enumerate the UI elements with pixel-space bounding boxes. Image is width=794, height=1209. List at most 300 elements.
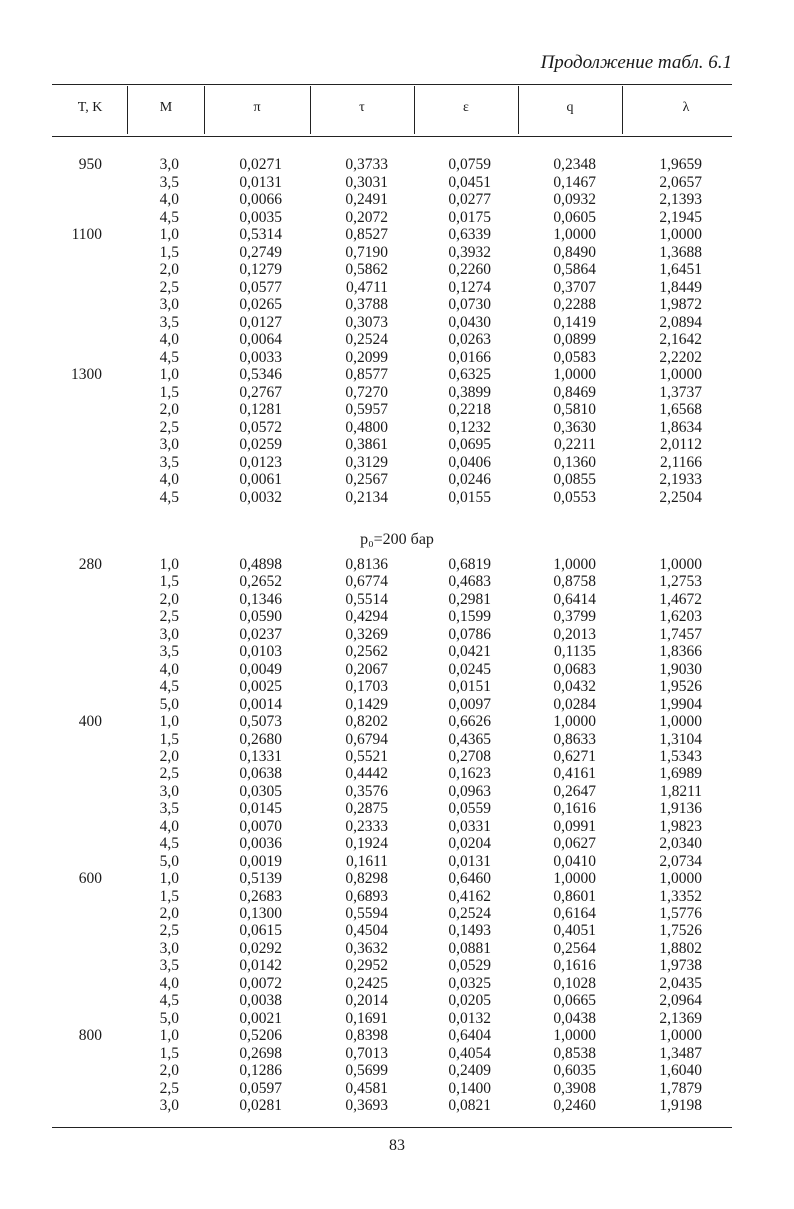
table-row: [0, 191, 794, 209]
cell-epsilon: 0,0963: [448, 782, 491, 800]
cell-q: 0,0855: [553, 471, 596, 488]
cell-lambda: 1,9526: [659, 678, 702, 696]
cell-pi: 0,0033: [239, 348, 282, 366]
cell-tau: 0,5514: [345, 590, 388, 608]
table-row: [0, 1080, 794, 1098]
cell-q: 0,0932: [553, 191, 596, 208]
cell-epsilon: 0,0430: [448, 313, 491, 331]
cell-q: 0,1360: [553, 453, 596, 471]
cell-pi: 0,0572: [239, 418, 282, 436]
cell-epsilon: 0,2524: [448, 905, 491, 922]
cell-mach: 2,5: [159, 278, 179, 296]
cell-mach: 4,0: [159, 660, 179, 678]
cell-q: 0,1028: [553, 974, 596, 992]
cell-tau: 0,2875: [345, 800, 388, 818]
pressure-subheading: p₀=200 бар: [360, 531, 434, 548]
cell-pi: 0,0577: [239, 278, 282, 296]
cell-epsilon: 0,0155: [448, 488, 491, 506]
table-row: [0, 156, 794, 174]
cell-tau: 0,8202: [345, 713, 388, 731]
cell-tau: 0,8527: [345, 226, 388, 243]
cell-q: 0,2288: [553, 296, 596, 313]
cell-pi: 0,0066: [239, 191, 282, 208]
cell-lambda: 1,6989: [659, 765, 702, 783]
cell-q: 0,0991: [553, 817, 596, 835]
cell-mach: 1,5: [159, 887, 179, 905]
table-row: [0, 244, 794, 262]
cell-q: 0,0665: [553, 992, 596, 1010]
cell-lambda: 1,7457: [659, 625, 702, 643]
cell-mach: 4,5: [159, 992, 179, 1010]
column-divider: [622, 86, 623, 134]
table-row: [0, 661, 794, 679]
cell-mach: 4,5: [159, 678, 179, 696]
cell-tau: 0,5862: [345, 261, 388, 278]
cell-mach: 1,5: [159, 243, 179, 261]
cell-pi: 0,2683: [239, 887, 282, 905]
table-row: [0, 349, 794, 367]
cell-mach: 4,0: [159, 331, 179, 348]
cell-tau: 0,2099: [345, 348, 388, 366]
table-row: [0, 366, 794, 384]
cell-pi: 0,5314: [239, 226, 282, 243]
table-row: [0, 1045, 794, 1063]
table-row: [0, 678, 794, 696]
cell-q: 0,1467: [553, 173, 596, 191]
cell-pi: 0,1331: [239, 747, 282, 765]
cell-tau: 0,1691: [345, 1009, 388, 1027]
cell-q: 0,8538: [553, 1044, 596, 1062]
header-tau: τ: [359, 100, 365, 115]
cell-lambda: 1,2753: [659, 573, 702, 591]
cell-lambda: 1,8211: [659, 782, 702, 800]
cell-q: 0,2647: [553, 782, 596, 800]
cell-pi: 0,2652: [239, 573, 282, 591]
cell-epsilon: 0,6626: [448, 713, 491, 731]
cell-pi: 0,5073: [239, 713, 282, 731]
cell-epsilon: 0,2981: [448, 590, 491, 608]
cell-q: 0,0899: [553, 331, 596, 348]
cell-q: 0,3707: [553, 278, 596, 296]
cell-q: 0,4161: [553, 765, 596, 783]
cell-mach: 2,0: [159, 590, 179, 608]
cell-tau: 0,5699: [345, 1062, 388, 1080]
table-row: [0, 853, 794, 871]
cell-tau: 0,2562: [345, 643, 388, 661]
cell-mach: 5,0: [159, 852, 179, 870]
cell-epsilon: 0,1493: [448, 922, 491, 940]
cell-pi: 0,0035: [239, 208, 282, 226]
cell-mach: 1,0: [159, 366, 179, 383]
table-row: [0, 713, 794, 731]
cell-tau: 0,2524: [345, 331, 388, 348]
table-row: [0, 209, 794, 227]
cell-tau: 0,2072: [345, 208, 388, 226]
cell-pi: 0,1346: [239, 590, 282, 608]
cell-mach: 2,0: [159, 905, 179, 922]
cell-epsilon: 0,4365: [448, 730, 491, 748]
cell-lambda: 1,8366: [659, 643, 702, 661]
cell-mach: 5,0: [159, 695, 179, 713]
cell-epsilon: 0,1274: [448, 278, 491, 296]
cell-tau: 0,2333: [345, 817, 388, 835]
cell-lambda: 2,0657: [659, 173, 702, 191]
cell-q: 0,0410: [553, 852, 596, 870]
cell-lambda: 1,3737: [659, 383, 702, 401]
header-bottom-rule: [52, 136, 732, 137]
table-row: [0, 818, 794, 836]
cell-tau: 0,6893: [345, 887, 388, 905]
table-row: [0, 888, 794, 906]
cell-epsilon: 0,0529: [448, 957, 491, 975]
cell-q: 0,2460: [553, 1096, 596, 1114]
cell-pi: 0,0014: [239, 695, 282, 713]
table-top-rule: [52, 84, 732, 85]
cell-pi: 0,0145: [239, 800, 282, 818]
column-divider: [414, 86, 415, 134]
cell-epsilon: 0,0759: [448, 156, 491, 173]
header-temperature: T, K: [77, 100, 103, 115]
cell-pi: 0,0271: [239, 156, 282, 173]
table-row: [0, 957, 794, 975]
cell-mach: 1,0: [159, 713, 179, 731]
cell-epsilon: 0,6339: [448, 226, 491, 243]
cell-mach: 2,5: [159, 765, 179, 783]
cell-tau: 0,2952: [345, 957, 388, 975]
cell-tau: 0,7190: [345, 243, 388, 261]
cell-mach: 4,0: [159, 974, 179, 992]
cell-epsilon: 0,0246: [448, 471, 491, 488]
cell-epsilon: 0,6460: [448, 870, 491, 888]
header-lambda: λ: [682, 100, 690, 115]
cell-tau: 0,3632: [345, 939, 388, 957]
cell-lambda: 2,1393: [659, 191, 702, 208]
cell-epsilon: 0,0881: [448, 939, 491, 957]
cell-epsilon: 0,1623: [448, 765, 491, 783]
cell-lambda: 1,0000: [659, 366, 702, 383]
cell-pi: 0,0131: [239, 173, 282, 191]
cell-q: 0,3799: [553, 608, 596, 626]
cell-temperature: 1100: [71, 226, 102, 243]
table-row: [0, 556, 794, 574]
cell-lambda: 1,3487: [659, 1044, 702, 1062]
cell-pi: 0,0049: [239, 660, 282, 678]
cell-mach: 3,5: [159, 453, 179, 471]
cell-q: 0,8469: [553, 383, 596, 401]
cell-tau: 0,2567: [345, 471, 388, 488]
cell-pi: 0,1300: [239, 905, 282, 922]
cell-q: 0,8633: [553, 730, 596, 748]
cell-pi: 0,0142: [239, 957, 282, 975]
table-row: [0, 436, 794, 454]
cell-mach: 4,5: [159, 348, 179, 366]
cell-pi: 0,5139: [239, 870, 282, 888]
cell-tau: 0,3576: [345, 782, 388, 800]
cell-epsilon: 0,1400: [448, 1079, 491, 1097]
cell-lambda: 2,1642: [659, 331, 702, 348]
cell-epsilon: 0,0204: [448, 835, 491, 853]
cell-q: 0,1616: [553, 800, 596, 818]
cell-q: 0,3908: [553, 1079, 596, 1097]
cell-q: 0,0583: [553, 348, 596, 366]
cell-pi: 0,4898: [239, 556, 282, 573]
cell-mach: 2,0: [159, 1062, 179, 1080]
cell-mach: 1,5: [159, 730, 179, 748]
cell-lambda: 2,0894: [659, 313, 702, 331]
cell-temperature: 280: [78, 556, 102, 573]
cell-lambda: 1,6568: [659, 401, 702, 418]
cell-lambda: 2,1166: [659, 453, 702, 471]
cell-mach: 3,0: [159, 782, 179, 800]
cell-tau: 0,2067: [345, 660, 388, 678]
cell-lambda: 2,0435: [659, 974, 702, 992]
cell-mach: 2,0: [159, 747, 179, 765]
table-row: [0, 314, 794, 332]
cell-mach: 4,5: [159, 488, 179, 506]
cell-epsilon: 0,0205: [448, 992, 491, 1010]
cell-lambda: 1,7879: [659, 1079, 702, 1097]
cell-epsilon: 0,0245: [448, 660, 491, 678]
cell-lambda: 1,4672: [659, 590, 702, 608]
cell-pi: 0,2767: [239, 383, 282, 401]
cell-mach: 1,5: [159, 383, 179, 401]
cell-q: 0,1616: [553, 957, 596, 975]
table-row: [0, 922, 794, 940]
table-row: [0, 975, 794, 993]
cell-q: 0,8490: [553, 243, 596, 261]
cell-temperature: 600: [78, 870, 102, 888]
cell-q: 0,0438: [553, 1009, 596, 1027]
cell-pi: 0,0259: [239, 436, 282, 453]
cell-epsilon: 0,0175: [448, 208, 491, 226]
cell-q: 0,0683: [553, 660, 596, 678]
cell-pi: 0,0305: [239, 782, 282, 800]
table-row: [0, 696, 794, 714]
cell-lambda: 2,0964: [659, 992, 702, 1010]
cell-mach: 2,5: [159, 418, 179, 436]
table-row: [0, 800, 794, 818]
cell-q: 0,4051: [553, 922, 596, 940]
cell-mach: 3,0: [159, 625, 179, 643]
table-row: [0, 765, 794, 783]
cell-lambda: 1,3352: [659, 887, 702, 905]
cell-mach: 2,0: [159, 401, 179, 418]
cell-tau: 0,3788: [345, 296, 388, 313]
table-row: [0, 384, 794, 402]
cell-epsilon: 0,0151: [448, 678, 491, 696]
cell-q: 0,1135: [553, 643, 596, 661]
cell-mach: 3,5: [159, 957, 179, 975]
cell-mach: 3,0: [159, 296, 179, 313]
cell-mach: 2,5: [159, 1079, 179, 1097]
cell-epsilon: 0,4054: [448, 1044, 491, 1062]
cell-pi: 0,0021: [239, 1009, 282, 1027]
cell-pi: 0,1279: [239, 261, 282, 278]
cell-epsilon: 0,0451: [448, 173, 491, 191]
cell-tau: 0,4442: [345, 765, 388, 783]
cell-q: 0,1419: [553, 313, 596, 331]
cell-tau: 0,4294: [345, 608, 388, 626]
cell-mach: 1,0: [159, 870, 179, 888]
cell-lambda: 1,7526: [659, 922, 702, 940]
cell-tau: 0,2134: [345, 488, 388, 506]
cell-tau: 0,4504: [345, 922, 388, 940]
cell-lambda: 1,0000: [659, 556, 702, 573]
column-divider: [310, 86, 311, 134]
cell-temperature: 400: [78, 713, 102, 731]
table-row: [0, 905, 794, 923]
cell-pi: 0,1286: [239, 1062, 282, 1080]
cell-q: 0,6414: [553, 590, 596, 608]
cell-mach: 1,0: [159, 556, 179, 573]
cell-epsilon: 0,2260: [448, 261, 491, 278]
cell-lambda: 2,0340: [659, 835, 702, 853]
table-row: [0, 731, 794, 749]
cell-mach: 4,0: [159, 471, 179, 488]
cell-q: 0,8758: [553, 573, 596, 591]
cell-tau: 0,5521: [345, 747, 388, 765]
table-row: [0, 573, 794, 591]
cell-q: 0,0553: [553, 488, 596, 506]
table-row: [0, 608, 794, 626]
cell-epsilon: 0,4162: [448, 887, 491, 905]
cell-tau: 0,1611: [345, 852, 388, 870]
cell-tau: 0,3073: [345, 313, 388, 331]
cell-q: 0,8601: [553, 887, 596, 905]
cell-tau: 0,8577: [345, 366, 388, 383]
table-row: [0, 1010, 794, 1028]
cell-lambda: 2,2202: [659, 348, 702, 366]
cell-pi: 0,0064: [239, 331, 282, 348]
cell-pi: 0,0019: [239, 852, 282, 870]
cell-tau: 0,2425: [345, 974, 388, 992]
cell-lambda: 1,6451: [659, 261, 702, 278]
column-divider: [518, 86, 519, 134]
table-row: [0, 835, 794, 853]
header-pi: π: [253, 100, 261, 115]
cell-epsilon: 0,0421: [448, 643, 491, 661]
cell-q: 1,0000: [553, 366, 596, 383]
cell-mach: 1,5: [159, 1044, 179, 1062]
cell-pi: 0,0072: [239, 974, 282, 992]
cell-epsilon: 0,0730: [448, 296, 491, 313]
cell-lambda: 2,1933: [659, 471, 702, 488]
cell-lambda: 1,8802: [659, 939, 702, 957]
cell-tau: 0,7270: [345, 383, 388, 401]
cell-tau: 0,3031: [345, 173, 388, 191]
table-row: [0, 783, 794, 801]
cell-epsilon: 0,2218: [448, 401, 491, 418]
cell-pi: 0,0127: [239, 313, 282, 331]
cell-q: 0,2211: [553, 436, 596, 453]
cell-lambda: 1,6040: [659, 1062, 702, 1080]
cell-q: 0,3630: [553, 418, 596, 436]
cell-lambda: 1,0000: [659, 713, 702, 731]
cell-epsilon: 0,1232: [448, 418, 491, 436]
cell-epsilon: 0,3899: [448, 383, 491, 401]
cell-mach: 2,5: [159, 608, 179, 626]
cell-tau: 0,7013: [345, 1044, 388, 1062]
cell-lambda: 1,8634: [659, 418, 702, 436]
table-row: [0, 626, 794, 644]
header-q: q: [566, 100, 574, 115]
table-row: [0, 419, 794, 437]
cell-lambda: 1,3688: [659, 243, 702, 261]
cell-lambda: 1,9030: [659, 660, 702, 678]
cell-pi: 0,2680: [239, 730, 282, 748]
cell-mach: 3,0: [159, 436, 179, 453]
table-bottom-rule: [52, 1127, 732, 1128]
cell-epsilon: 0,0406: [448, 453, 491, 471]
cell-epsilon: 0,0786: [448, 625, 491, 643]
cell-tau: 0,1703: [345, 678, 388, 696]
cell-q: 0,2348: [553, 156, 596, 173]
cell-q: 1,0000: [553, 1027, 596, 1045]
table-row: [0, 1097, 794, 1115]
cell-lambda: 1,9823: [659, 817, 702, 835]
table-row: [0, 940, 794, 958]
cell-tau: 0,2014: [345, 992, 388, 1010]
cell-lambda: 1,9659: [659, 156, 702, 173]
cell-lambda: 1,9198: [659, 1096, 702, 1114]
cell-pi: 0,0123: [239, 453, 282, 471]
cell-q: 0,0627: [553, 835, 596, 853]
cell-tau: 0,5957: [345, 401, 388, 418]
cell-lambda: 2,0112: [659, 436, 702, 453]
cell-pi: 0,0638: [239, 765, 282, 783]
cell-pi: 0,2698: [239, 1044, 282, 1062]
table-row: [0, 471, 794, 489]
cell-pi: 0,5206: [239, 1027, 282, 1045]
cell-mach: 2,5: [159, 922, 179, 940]
cell-epsilon: 0,0695: [448, 436, 491, 453]
table-row: [0, 489, 794, 507]
cell-lambda: 1,9136: [659, 800, 702, 818]
cell-epsilon: 0,0097: [448, 695, 491, 713]
cell-lambda: 2,2504: [659, 488, 702, 506]
cell-tau: 0,3733: [345, 156, 388, 173]
cell-mach: 3,0: [159, 939, 179, 957]
cell-pi: 0,0292: [239, 939, 282, 957]
cell-lambda: 1,9904: [659, 695, 702, 713]
cell-epsilon: 0,0166: [448, 348, 491, 366]
cell-q: 1,0000: [553, 713, 596, 731]
table-row: [0, 401, 794, 419]
cell-tau: 0,6774: [345, 573, 388, 591]
cell-pi: 0,0032: [239, 488, 282, 506]
cell-tau: 0,1924: [345, 835, 388, 853]
cell-q: 0,5810: [553, 401, 596, 418]
table-row: [0, 870, 794, 888]
table-row: [0, 226, 794, 244]
cell-mach: 4,0: [159, 191, 179, 208]
table-row: [0, 454, 794, 472]
cell-epsilon: 0,0821: [448, 1096, 491, 1114]
cell-epsilon: 0,3932: [448, 243, 491, 261]
cell-pi: 0,2749: [239, 243, 282, 261]
cell-pi: 0,0237: [239, 625, 282, 643]
cell-lambda: 1,3104: [659, 730, 702, 748]
cell-q: 0,0432: [553, 678, 596, 696]
cell-lambda: 1,0000: [659, 1027, 702, 1045]
table-row: [0, 1062, 794, 1080]
cell-mach: 3,5: [159, 643, 179, 661]
cell-epsilon: 0,0277: [448, 191, 491, 208]
cell-pi: 0,0061: [239, 471, 282, 488]
cell-pi: 0,0615: [239, 922, 282, 940]
cell-epsilon: 0,0325: [448, 974, 491, 992]
cell-tau: 0,3861: [345, 436, 388, 453]
